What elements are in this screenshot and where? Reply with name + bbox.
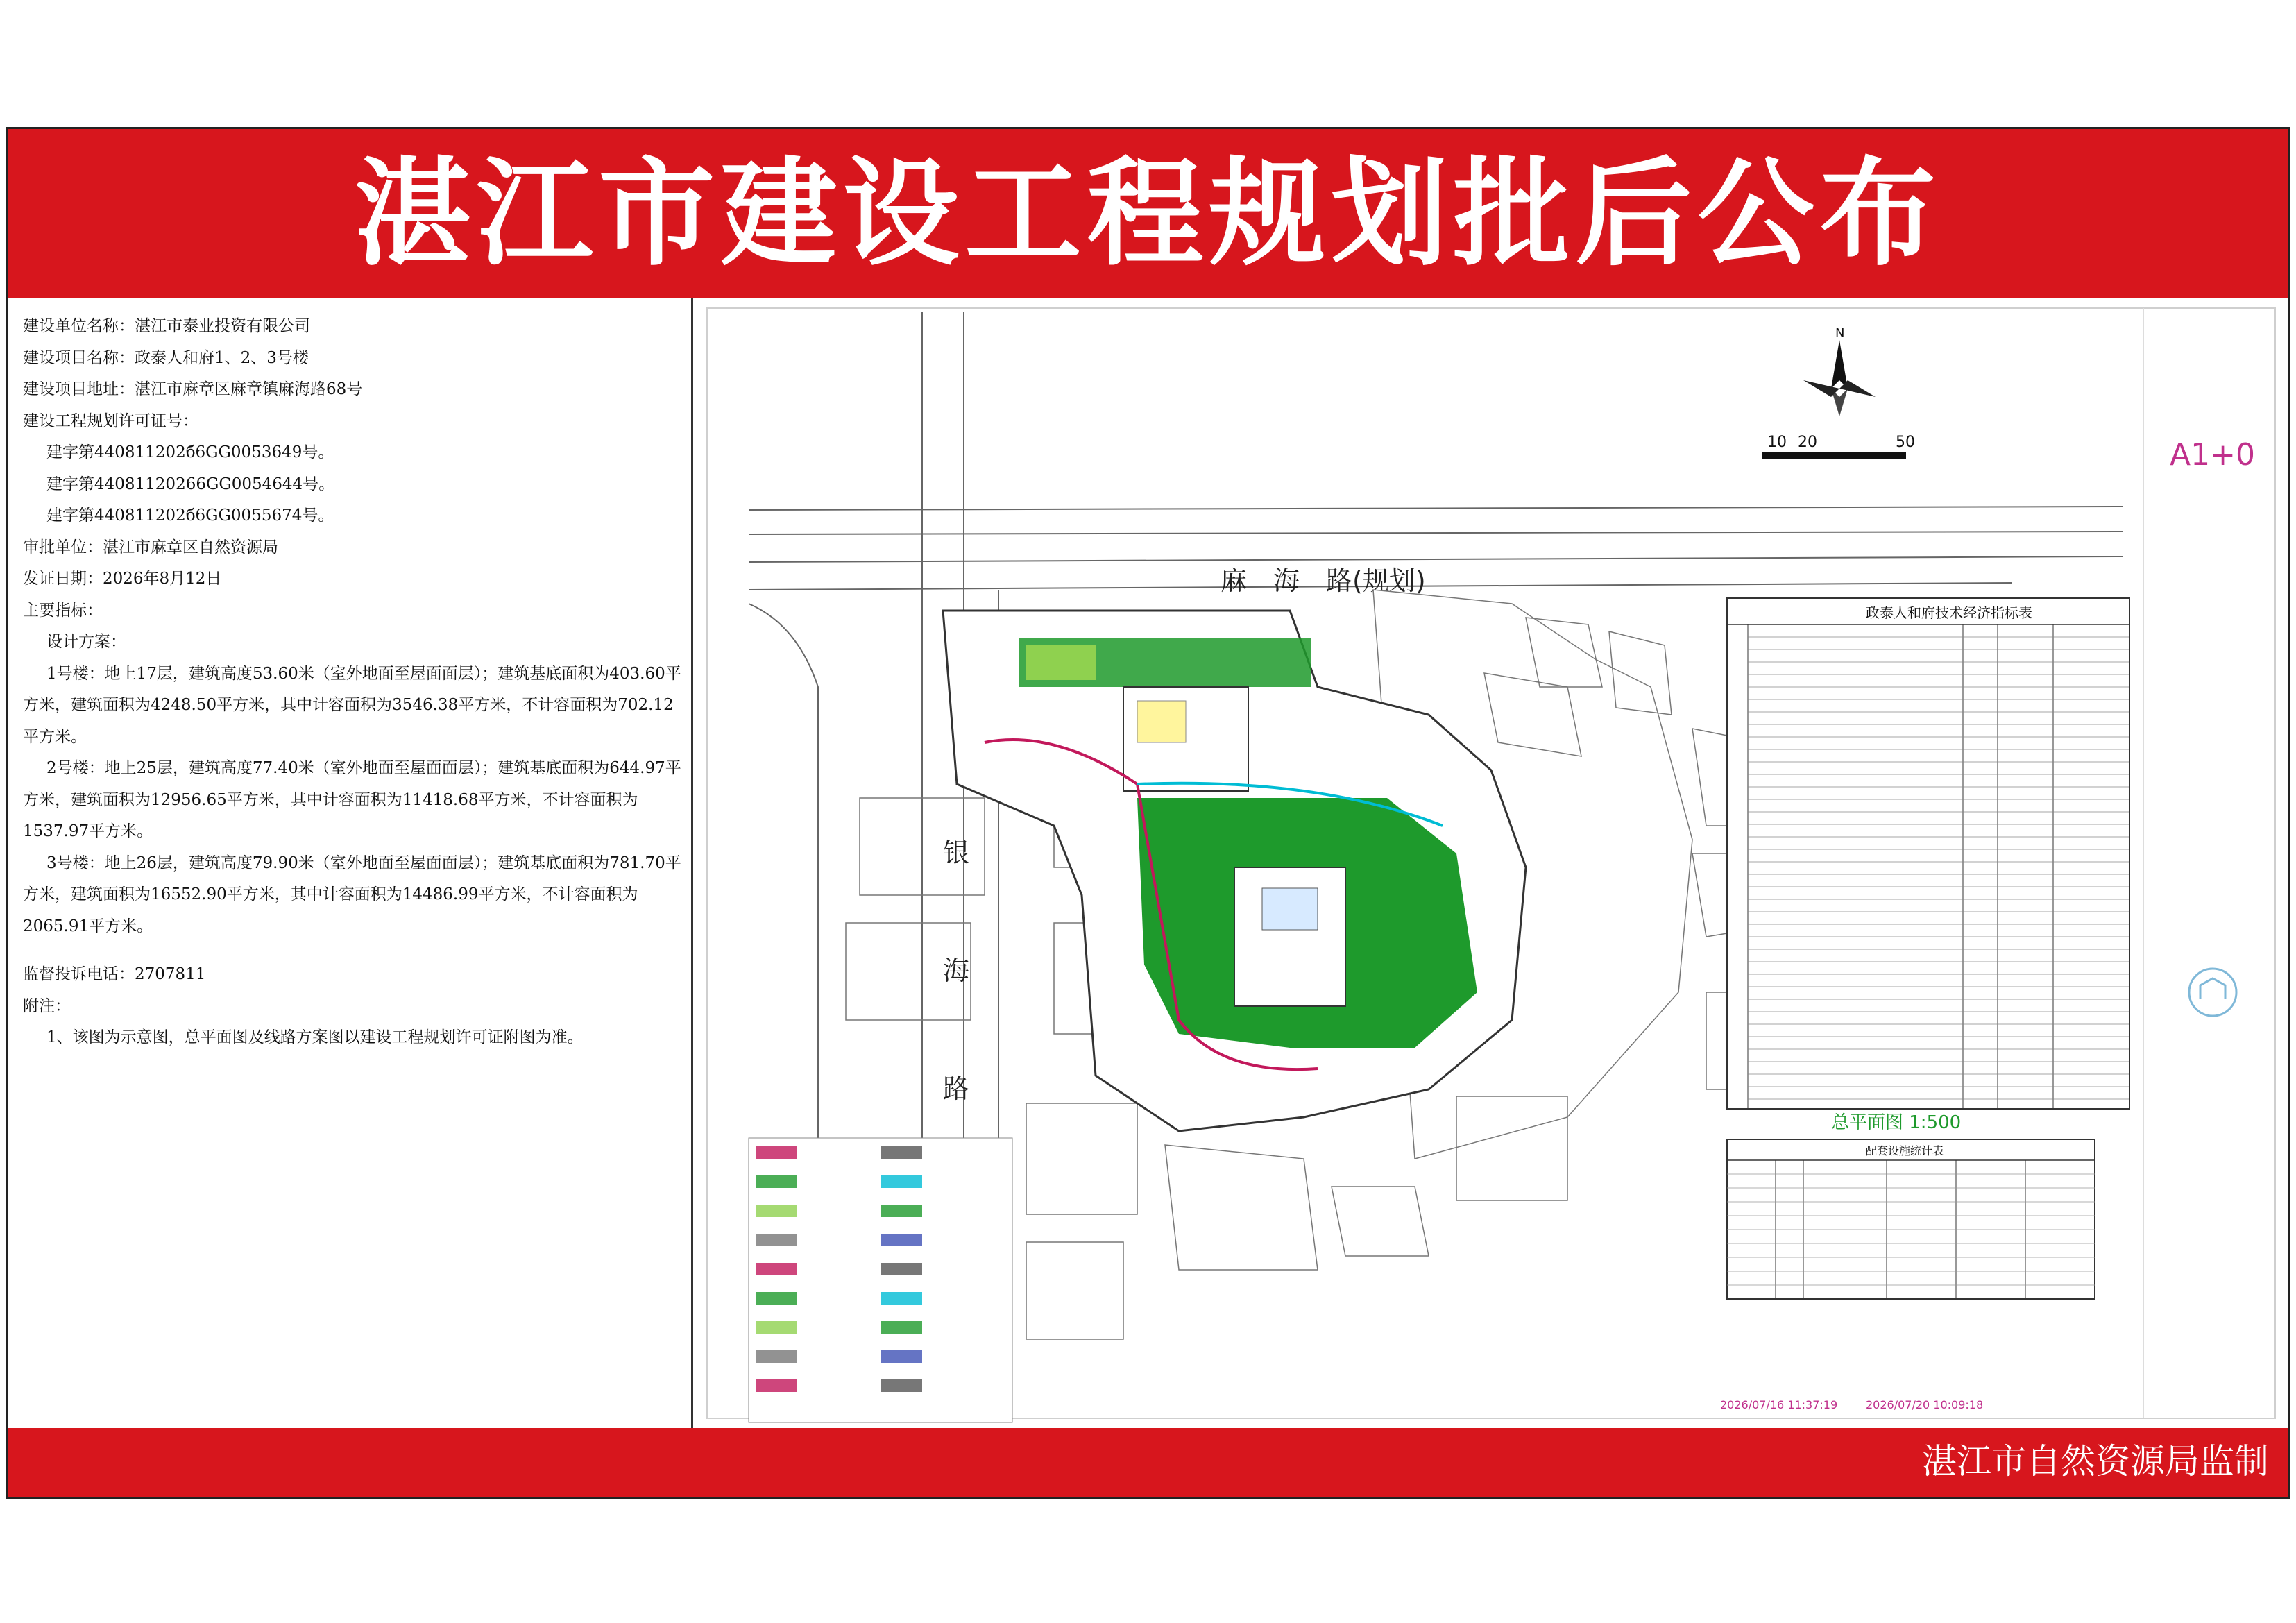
road-name-left: 海 xyxy=(943,955,970,986)
indicators-label: 主要指标： xyxy=(23,601,103,620)
approver: 审批单位：湛江市麻章区自然资源局 xyxy=(23,538,278,556)
legend-swatch xyxy=(881,1205,922,1217)
legend-swatch xyxy=(881,1292,922,1305)
plan-title: 总平面图 1:500 xyxy=(1831,1112,1962,1133)
design-label: 设计方案： xyxy=(46,633,126,651)
indicators-table xyxy=(1727,598,2129,1109)
permit-label: 建设工程规划许可证号： xyxy=(23,411,198,430)
project-address: 建设项目地址：湛江市麻章区麻章镇麻海路68号 xyxy=(23,380,363,398)
issue-date: 发证日期：2026年8月12日 xyxy=(23,570,222,588)
legend-swatch xyxy=(881,1321,922,1334)
building-1: 1号楼：地上17层，建筑高度53.60米（室外地面至屋面面层）；建筑基底面积为403.60平方米，建筑面积为4248.50平方米，其中计容面积为3546.38平方米，不计容面积为702.12平方米。 xyxy=(23,664,681,746)
svg-text:20: 20 xyxy=(1798,434,1817,451)
site-plan-drawing xyxy=(693,298,2288,1428)
note-1: 1、该图为示意图，总平面图及线路方案图以建设工程规划许可证附图为准。 xyxy=(46,1028,584,1046)
legend-swatch xyxy=(756,1350,797,1363)
legend-swatch xyxy=(881,1234,922,1246)
legend-swatch xyxy=(756,1263,797,1275)
legend-swatch xyxy=(756,1379,797,1392)
svg-text:10: 10 xyxy=(1767,434,1787,451)
notice-board xyxy=(6,127,2290,1499)
road-name-left: 路 xyxy=(943,1073,970,1104)
legend-swatch xyxy=(881,1379,922,1392)
legend-swatch xyxy=(756,1205,797,1217)
building-2: 2号楼：地上25层，建筑高度77.40米（室外地面至屋面面层）；建筑基底面积为644.97平方米，建筑面积为12956.65平方米，其中计容面积为11418.68平方米，不计容面积为1537.97平方米。 xyxy=(23,759,681,840)
permit-number: 建字第44081120266GG0054644号。 xyxy=(46,475,335,493)
page-title: 湛江市建设工程规划批后公布 xyxy=(354,146,1942,282)
legend-swatch xyxy=(756,1234,797,1246)
project-name: 建设项目名称：政泰人和府1、2、3号楼 xyxy=(23,348,309,367)
legend-swatch xyxy=(756,1175,797,1188)
road-name-top: 麻 海 路(规划) xyxy=(1221,566,1426,596)
permit-number: 建字第440811202б6GG0055674号。 xyxy=(46,507,334,525)
permit-number: 建字第440811202б6GG0053649号。 xyxy=(46,443,334,461)
map-legend xyxy=(749,1138,1012,1422)
footer-text: 湛江市自然资源局监制 xyxy=(1922,1441,2269,1481)
unit-name: 建设单位名称：湛江市泰业投资有限公司 xyxy=(23,317,310,335)
road-name-left: 银 xyxy=(943,838,970,868)
svg-text:N: N xyxy=(1835,326,1845,341)
legend-swatch xyxy=(881,1350,922,1363)
legend-swatch xyxy=(881,1146,922,1159)
sheet-code: A1+0 xyxy=(2170,437,2255,473)
header-banner xyxy=(8,129,2288,298)
svg-text:政泰人和府技术经济指标表: 政泰人和府技术经济指标表 xyxy=(1866,604,2032,621)
project-info-panel xyxy=(8,298,693,1428)
legend-swatch xyxy=(881,1263,922,1275)
legend-swatch xyxy=(881,1175,922,1188)
notes-label: 附注： xyxy=(23,996,71,1015)
facility-table xyxy=(1727,1139,2095,1299)
legend-swatch xyxy=(756,1146,797,1159)
site-plan-map xyxy=(693,298,2288,1428)
project-info xyxy=(23,311,682,1054)
approval-stamp: 2026/07/16 11:37:19 xyxy=(1720,1398,1838,1411)
building-3: 3号楼：地上26层，建筑高度79.90米（室外地面至屋面面层）；建筑基底面积为781.70平方米，建筑面积为16552.90平方米，其中计容面积为14486.99平方米，不计容面积为2065.91平方米。 xyxy=(23,853,681,935)
svg-text:配套设施统计表: 配套设施统计表 xyxy=(1866,1144,1944,1157)
footer-banner xyxy=(8,1428,2288,1497)
hotline: 监督投诉电话：2707811 xyxy=(23,965,206,983)
legend-swatch xyxy=(756,1292,797,1305)
svg-text:50: 50 xyxy=(1896,434,1915,451)
approval-stamp: 2026/07/20 10:09:18 xyxy=(1866,1398,1984,1411)
legend-swatch xyxy=(756,1321,797,1334)
